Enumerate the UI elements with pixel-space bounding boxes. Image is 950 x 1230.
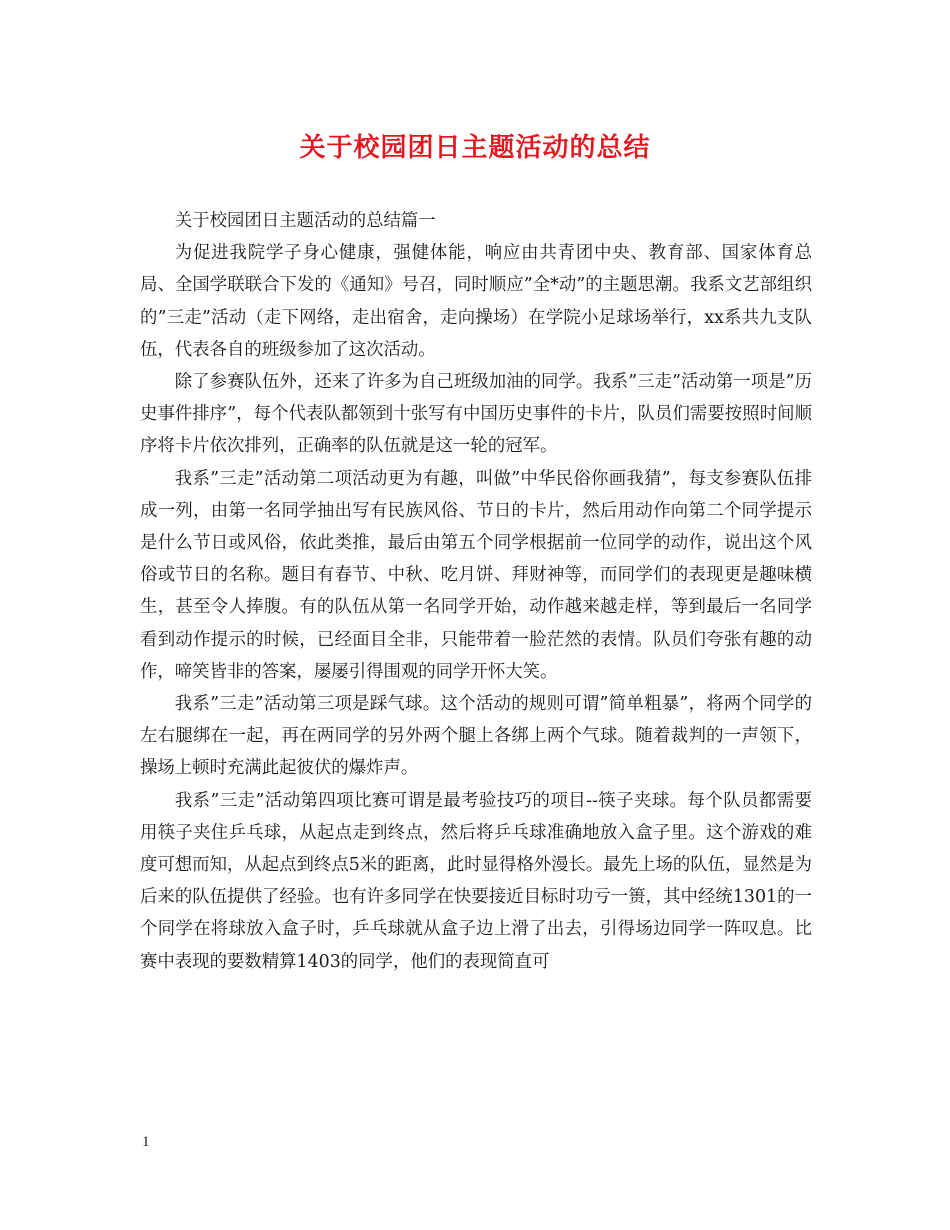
paragraph: 我系”三走”活动第三项是踩气球。这个活动的规则可谓”简单粗暴”，将两个同学的左右腿绑在一起，再在两同学的另外两个腿上各绑上两个气球。随着裁判的一声领下，操场上顿时充满此起彼伏的爆炸声。: [140, 694, 812, 779]
paragraph: 为促进我院学子身心健康，强健体能，响应由共青团中央、教育部、国家体育总局、全国学联联合下发的《通知》号召，同时顺应”全*动”的主题思潮。我系文艺部组织的”三走”活动（走下网络，走出宿舍，走向操场）在学院小足球场举行，xx系共九支队伍，代表各自的班级参加了这次活动。: [140, 243, 812, 360]
paragraph: 除了参赛队伍外，还来了许多为自己班级加油的同学。我系”三走”活动第一项是”历史事件排序”，每个代表队都领到十张写有中国历史事件的卡片，队员们需要按照时间顺序将卡片依次排列，正确率的队伍就是这一轮的冠军。: [140, 372, 812, 457]
document-body: [140, 205, 812, 978]
page-number: 1: [142, 1134, 150, 1150]
paragraph: 我系”三走”活动第四项比赛可谓是最考验技巧的项目--筷子夹球。每个队员都需要用筷子夹住乒乓球，从起点走到终点，然后将乒乓球准确地放入盒子里。这个游戏的难度可想而知，从起点到终点5米的距离，此时显得格外漫长。最先上场的队伍，显然是为后来的队伍提供了经验。也有许多同学在快要接近目标时功亏一篑，其中经统1301的一个同学在将球放入盒子时，乒乓球就从盒子边上滑了出去，引得场边同学一阵叹息。比赛中表现的要数精算1403的同学，他们的表现简直可: [140, 790, 812, 972]
section-heading: 关于校园团日主题活动的总结篇一: [174, 211, 436, 231]
paragraph: 我系”三走”活动第二项活动更为有趣，叫做”中华民俗你画我猜”，每支参赛队伍排成一列，由第一名同学抽出写有民族风俗、节日的卡片，然后用动作向第二个同学提示是什么节日或风俗，依此类推，最后由第五个同学根据前一位同学的动作，说出这个风俗或节日的名称。题目有春节、中秋、吃月饼、拜财神等，而同学们的表现更是趣味横生，甚至令人捧腹。有的队伍从第一名同学开始，动作越来越走样，等到最后一名同学看到动作提示的时候，已经面目全非，只能带着一脸茫然的表情。队员们夸张有趣的动作，啼笑皆非的答案，屡屡引得围观的同学开怀大笑。: [140, 468, 812, 682]
document-title: 关于校园团日主题活动的总结: [299, 133, 651, 163]
